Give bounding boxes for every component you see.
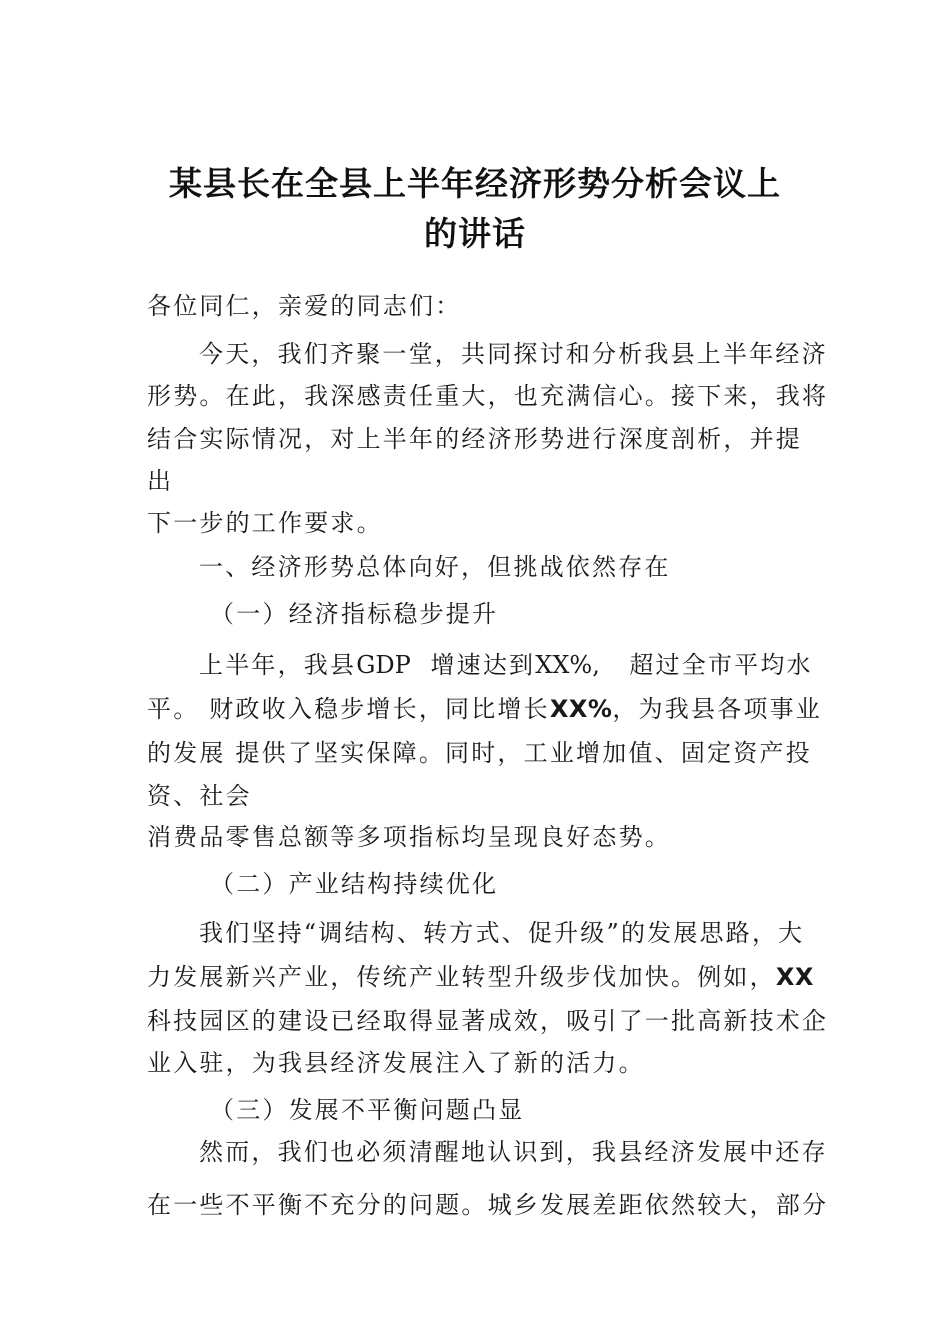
section-heading-1: 一、经济形势总体向好，但挑战依然存在 <box>199 553 671 581</box>
salutation: 各位同仁，亲爱的同志们： <box>147 292 462 320</box>
sub1-text: 平。 财政收入稳步增长，同比增长 <box>147 695 550 723</box>
sub1-text: 上半年，我县 <box>199 651 357 679</box>
document-title-line-2: 的讲话 <box>424 214 526 253</box>
sub1-para-line-4: 资、社会 <box>147 782 252 810</box>
sub1-text: 超过全市平均水 <box>629 651 813 679</box>
sub2-para-line-1: 我们坚持“调结构、转方式、促升级”的发展思路，大 <box>199 919 805 947</box>
sub1-para-line-5: 消费品零售总额等多项指标均呈现良好态势。 <box>147 823 671 851</box>
sub1-text: ，为我县各项事业 <box>612 695 822 723</box>
sub1-para-line-2 <box>147 689 822 724</box>
sub1-para-line-1 <box>199 645 813 680</box>
sub3-para-line-2: 在一些不平衡不充分的问题。城乡发展差距依然较大，部分 <box>147 1191 829 1219</box>
sub1-text: 增速达到 <box>430 651 536 679</box>
intro-line-5: 下一步的工作要求。 <box>147 509 383 537</box>
park-name-placeholder: XX <box>775 963 814 991</box>
sub2-para-line-2 <box>147 957 814 992</box>
intro-line-2: 形势。在此，我深感责任重大，也充满信心。接下来，我将 <box>147 382 829 410</box>
fiscal-growth-value: XX% <box>549 695 613 723</box>
sub1-para-line-3: 的发展 提供了坚实保障。同时，工业增加值、固定资产投 <box>147 739 812 767</box>
gdp-label: GDP <box>356 651 411 679</box>
sub2-para-line-4: 业入驻，为我县经济发展注入了新的活力。 <box>147 1049 645 1077</box>
gdp-growth-value: XX%, <box>535 651 600 679</box>
intro-line-4: 出 <box>147 467 174 495</box>
intro-line-3: 结合实际情况，对上半年的经济形势进行深度剖析，并提 <box>147 425 802 453</box>
sub2-text: 力发展新兴产业，传统产业转型升级步伐加快。例如， <box>147 963 776 991</box>
document-title-line-1: 某县长在全县上半年经济形势分析会议上 <box>169 164 781 203</box>
sub3-para-line-1: 然而，我们也必须清醒地认识到，我县经济发展中还存 <box>199 1138 828 1166</box>
subsection-heading-1: （一）经济指标稳步提升 <box>210 600 499 628</box>
intro-line-1: 今天，我们齐聚一堂，共同探讨和分析我县上半年经济 <box>199 340 828 368</box>
subsection-heading-3: （三）发展不平衡问题凸显 <box>210 1096 525 1124</box>
subsection-heading-2: （二）产业结构持续优化 <box>210 870 499 898</box>
sub2-para-line-3: 科技园区的建设已经取得显著成效，吸引了一批高新技术企 <box>147 1007 829 1035</box>
